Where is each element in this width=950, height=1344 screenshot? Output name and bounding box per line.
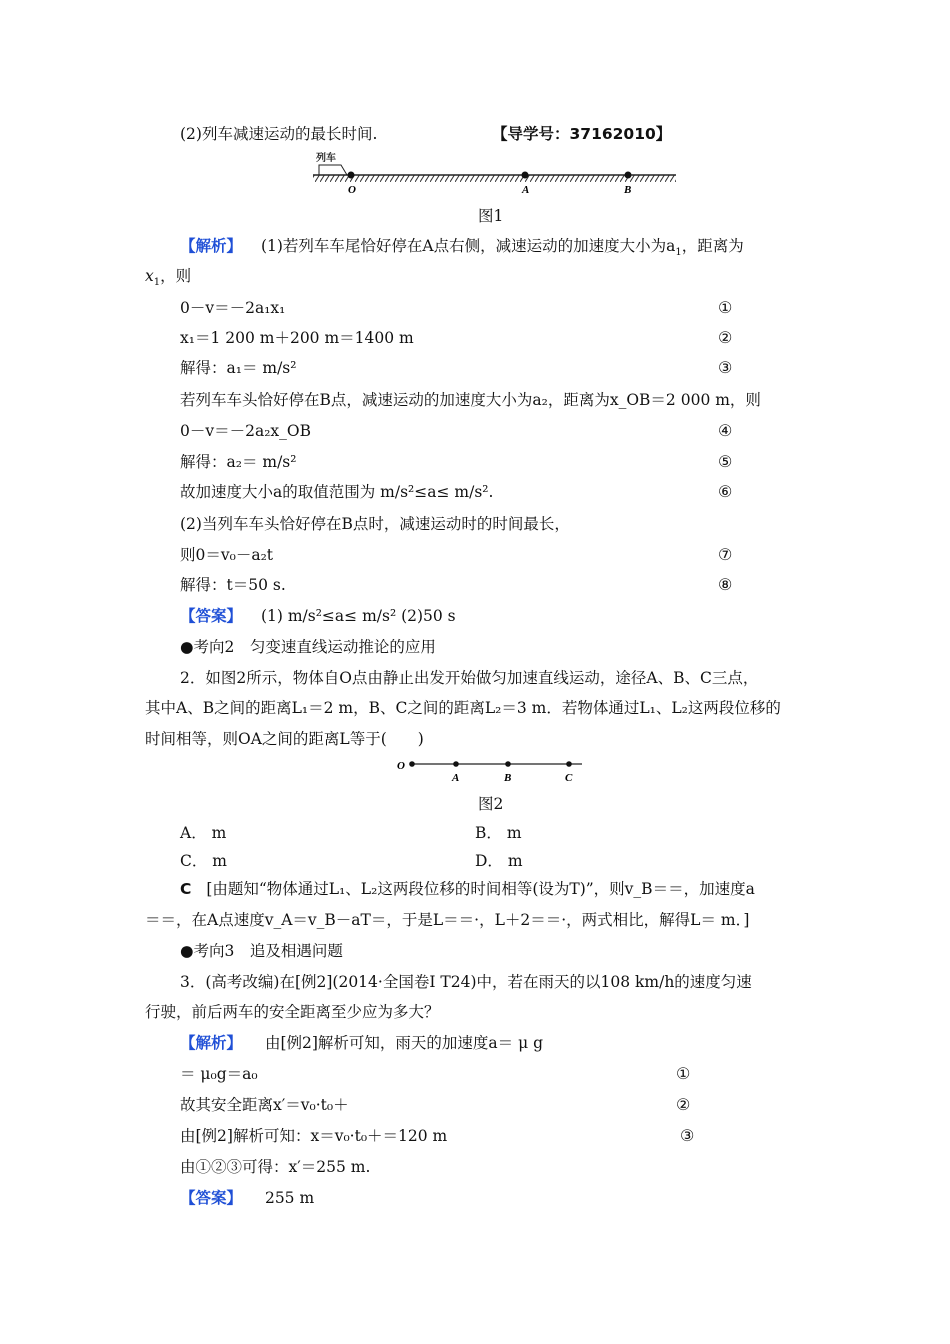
marker-8: ⑧ [718, 575, 733, 594]
marker-7: ⑦ [718, 545, 733, 564]
analysis-tag: 【解析】 [180, 1034, 243, 1052]
solution-1-text: (1)若列车车尾恰好停在A点右侧，减速运动的加速度大小为a [260, 237, 676, 255]
option-a: A． m [180, 824, 227, 842]
question-3-line-1: 3．(高考改编)在[例2](2014·全国卷Ⅰ T24)中，若在雨天的以108 km/h的速度匀速 [180, 973, 752, 991]
analysis-tag: 【解析】 [180, 237, 243, 255]
solution-3-text: 由[例2]解析可知，雨天的加速度a＝ μ g [264, 1034, 544, 1052]
marker-3: ③ [718, 358, 733, 377]
point-O [348, 172, 355, 179]
solution-1-intro: 【解析】 (1)若列车车尾恰好停在A点右侧，减速运动的加速度大小为$a_1$，距离为 [180, 237, 744, 259]
eq-6: 故加速度大小a的取值范围为 m/s²≤a≤ m/s². [180, 483, 494, 501]
answer-3 [180, 1188, 314, 1208]
figure-1-track [305, 150, 685, 195]
marker3-2: ② [676, 1095, 691, 1114]
eq-2: x₁＝1 200 m＋200 m＝1400 m [180, 329, 414, 347]
point-B [505, 761, 511, 767]
option-d: D． m [475, 852, 523, 870]
eq-8: 解得：t＝50 s. [180, 576, 286, 594]
label-O: O [397, 760, 405, 772]
figure-2-caption: 图2 [478, 795, 504, 813]
point-C [566, 761, 572, 767]
answer-3-text: 255 m [264, 1189, 315, 1207]
answer-1 [180, 606, 456, 626]
label-B: B [624, 184, 632, 195]
figure-1-caption: 图1 [478, 207, 504, 225]
label-O: O [348, 184, 356, 195]
eq-1: 0－v＝－2a₁x₁ [180, 299, 286, 317]
answer-tag: 【答案】 [180, 1189, 243, 1207]
eq-7: 则0＝v₀－a₂t [180, 546, 274, 564]
solution-1-para2: 若列车车头恰好停在B点，减速运动的加速度大小为a₂，距离为x_OB＝2 000 m，则 [180, 391, 761, 409]
guide-number: 【导学号：37162010】 [492, 125, 672, 143]
option-b: B． m [475, 824, 522, 842]
eq3-3: 由[例2]解析可知：x＝v₀·t₀＋＝120 m [180, 1127, 448, 1145]
marker-2: ② [718, 328, 733, 347]
eq-5: 解得：a₂＝ m/s² [180, 453, 297, 471]
marker3-1: ① [676, 1064, 691, 1083]
eq-3: 解得：a₁＝ m/s² [180, 359, 297, 377]
solution-1-then: ，则 [160, 267, 192, 285]
question-3-line-2: 行驶，前后两车的安全距离至少应为多大？ [145, 1003, 440, 1021]
point-B [625, 172, 632, 179]
label-A: A [522, 184, 530, 195]
answer-letter: C [180, 880, 192, 898]
solution-2-line-2: ＝＝，在A点速度v_A＝v_B－aT＝，于是L＝＝·，L＋2＝＝·，两式相比，解得L＝ m．] [145, 911, 750, 929]
solution-2-line-1 [180, 879, 755, 899]
label-B: B [504, 772, 512, 784]
label-A: A [452, 772, 460, 784]
option-c: C． m [180, 852, 227, 870]
eq3-2: 故其安全距离x′＝v₀·t₀＋ [180, 1096, 349, 1114]
var-x: x [145, 267, 154, 285]
answer-tag: 【答案】 [180, 607, 243, 625]
point-A [453, 761, 459, 767]
solution-3-intro [180, 1033, 543, 1053]
question-2-line-1: 2．如图2所示，物体自O点由静止出发开始做匀加速直线运动，途径A、B、C三点， [180, 669, 759, 687]
figure-2-line [392, 756, 592, 786]
solution-1-para3: (2)当列车车头恰好停在B点时，减速运动时的时间最长， [180, 515, 570, 533]
marker-5: ⑤ [718, 452, 733, 471]
point-O [409, 761, 415, 767]
question-2-line-3: 时间相等，则OA之间的距离L等于( ) [145, 730, 424, 748]
label-C: C [565, 772, 573, 784]
marker-1: ① [718, 298, 733, 317]
section-3-heading: ●考向3 追及相遇问题 [180, 942, 343, 960]
solution-1-text-b: ，距离为 [681, 237, 744, 255]
point-A [522, 172, 529, 179]
eq3-4: 由①②③可得：x′＝255 m. [180, 1158, 371, 1176]
section-2-heading: ●考向2 匀变速直线运动推论的应用 [180, 638, 436, 656]
solution-1-intro-cont: $x_1$，则 [145, 267, 192, 289]
solution-2-text-1: [由题知“物体通过L₁、L₂这两段位移的时间相等(设为T)”，则v_B＝＝，加速度a [206, 880, 755, 898]
question-part2: (2)列车减速运动的最长时间. [180, 125, 378, 143]
marker3-3: ③ [680, 1126, 695, 1145]
eq3-1: ＝ μ₀g＝a₀ [180, 1065, 258, 1083]
marker-4: ④ [718, 421, 733, 440]
train-label: 列车 [316, 153, 336, 164]
marker-6: ⑥ [718, 482, 733, 501]
eq-4: 0－v＝－2a₂x_OB [180, 422, 312, 440]
question-2-line-2: 其中A、B之间的距离L₁＝2 m，B、C之间的距离L₂＝3 m．若物体通过L₁、L₂这两段位移的 [145, 699, 781, 717]
answer-1-text: (1) m/s²≤a≤ m/s² (2)50 s [260, 607, 456, 625]
